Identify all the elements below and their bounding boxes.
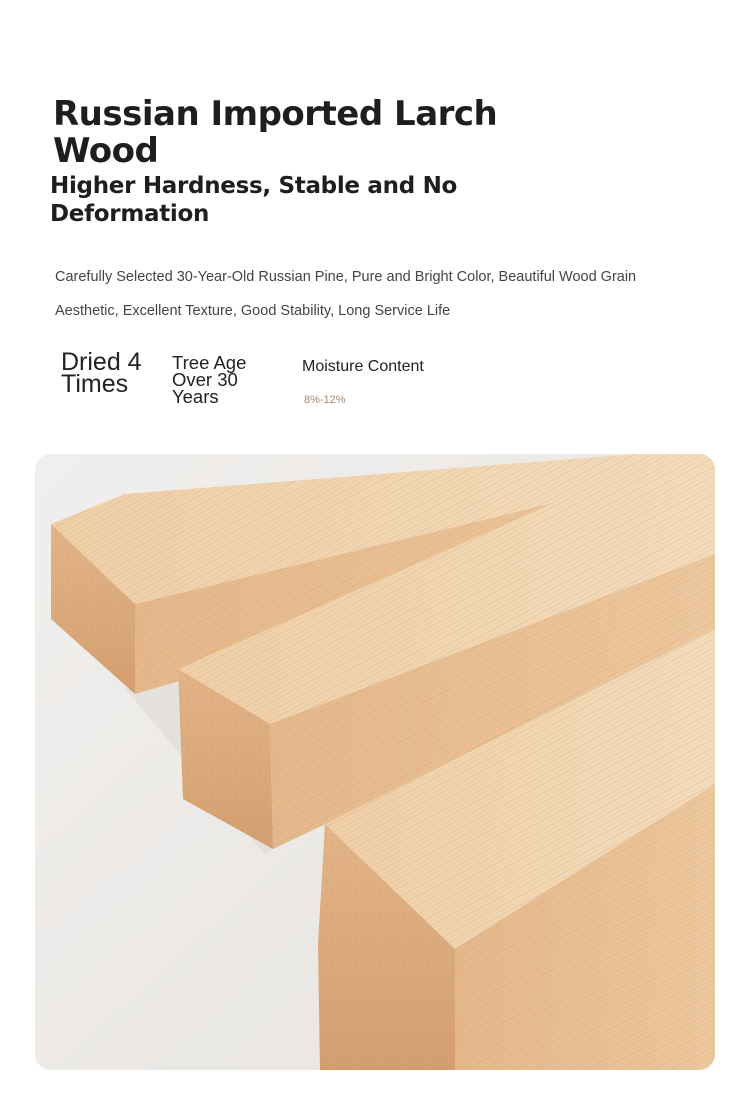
page-subtitle: Higher Hardness, Stable and No Deformation <box>50 173 458 227</box>
spec-tree-age: Tree Age Over 30 Years <box>172 352 247 407</box>
page-title: Russian Imported Larch Wood <box>53 94 498 171</box>
product-description: Carefully Selected 30-Year-Old Russian Pine, Pure and Bright Color, Beautiful Wood Grain Aesthetic, Excellent Texture, Good Stability, Long Service Life <box>55 269 637 319</box>
spec-moisture-value: 8%-12% <box>304 394 346 406</box>
spec-moisture-label: Moisture Content <box>302 358 424 375</box>
spec-dried-times: Dried 4 Times <box>61 348 142 398</box>
wood-beams-photo <box>35 454 715 1070</box>
